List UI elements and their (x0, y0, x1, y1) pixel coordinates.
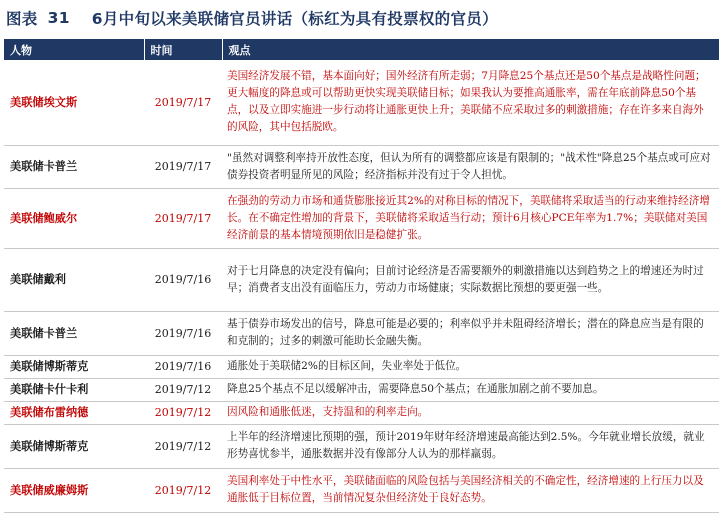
view-cell: 上半年的经济增速比预期的强，预计2019年财年经济增速最高能达到2.5%。今年就业增长放缓，就业形势喜忧参半，通胀数据并没有像部分人认为的那样羸弱。 (222, 424, 719, 468)
time-cell: 2019/7/17 (144, 188, 222, 248)
speeches-table (4, 39, 719, 513)
figure-number: 31 (47, 9, 70, 27)
view-cell: "虽然对调整利率持开放性态度，但认为所有的调整都应该是有限制的；"战术性"降息25个基点或可应对债券投资者明显所见的风险；经济指标并没有过于令人担忧。 (222, 145, 719, 188)
table-row (4, 355, 719, 378)
table-row (4, 188, 719, 248)
table-row (4, 248, 719, 311)
view-cell: 美国经济发展不错，基本面向好；国外经济有所走弱；7月降息25个基点还是50个基点是战略性问题；更大幅度的降息或可以帮助更快实现美联储目标；如果我认为要推高通胀率，需在年底前降息50个基点，以及立即实施进一步行动将让通胀更快上升；美联储不应采取过多的刺激措施；存在许多来自海外的风险，其中包括脱欧。 (222, 60, 719, 145)
view-cell: 在强劲的劳动力市场和通货膨胀接近其2%的对称目标的情况下，美联储将采取适当的行动来维持经济增长。在不确定性增加的背景下，美联储将采取适当行动；预计6月核心PCE年率为1.7%；美联储对美国经济前景的基本情境预期依旧是稳健扩张。 (222, 188, 719, 248)
view-cell: 因风险和通胀低迷，支持温和的利率走向。 (222, 401, 719, 424)
view-cell: 基于债券市场发出的信号，降息可能是必要的；利率似乎并未阻碍经济增长；潜在的降息应当是有限的和克制的；过多的刺激可能助长金融失衡。 (222, 311, 719, 355)
time-cell: 2019/7/16 (144, 355, 222, 378)
view-cell: 通胀处于美联储2%的目标区间，失业率处于低位。 (222, 355, 719, 378)
table-row (4, 311, 719, 355)
view-cell: 对于七月降息的决定没有偏向；目前讨论经济是否需要额外的刺激措施以达到趋势之上的增速还为时过早；消费者支出没有面临压力，劳动力市场健康；实际数据比预想的要更强一些。 (222, 248, 719, 311)
table-row (4, 468, 719, 512)
table-header-row (4, 39, 719, 60)
person-cell: 美联储戴利 (4, 248, 144, 311)
figure-label: 图表 (6, 10, 38, 28)
time-cell: 2019/7/16 (144, 311, 222, 355)
time-cell: 2019/7/12 (144, 468, 222, 512)
header-time: 时间 (144, 39, 222, 60)
person-cell: 美联储卡普兰 (4, 311, 144, 355)
figure-title (6, 4, 498, 32)
table-row (4, 145, 719, 188)
person-cell: 美联储卡什卡利 (4, 378, 144, 401)
person-cell: 美联储博斯蒂克 (4, 424, 144, 468)
table-row (4, 424, 719, 468)
person-cell: 美联储卡普兰 (4, 145, 144, 188)
table-row (4, 378, 719, 401)
figure-title-text: 6月中旬以来美联储官员讲话（标红为具有投票权的官员） (91, 10, 498, 28)
table-row (4, 401, 719, 424)
time-cell: 2019/7/12 (144, 424, 222, 468)
time-cell: 2019/7/16 (144, 248, 222, 311)
time-cell: 2019/7/12 (144, 378, 222, 401)
time-cell: 2019/7/12 (144, 401, 222, 424)
header-person: 人物 (4, 39, 144, 60)
person-cell: 美联储博斯蒂克 (4, 355, 144, 378)
header-view: 观点 (222, 39, 719, 60)
person-cell: 美联储埃文斯 (4, 60, 144, 145)
time-cell: 2019/7/17 (144, 145, 222, 188)
person-cell: 美联储布雷纳德 (4, 401, 144, 424)
view-cell: 降息25个基点不足以缓解冲击，需要降息50个基点；在通胀加剧之前不要加息。 (222, 378, 719, 401)
table-row (4, 60, 719, 145)
person-cell: 美联储鲍威尔 (4, 188, 144, 248)
view-cell: 美国利率处于中性水平，美联储面临的风险包括与美国经济相关的不确定性，经济增速的上行压力以及通胀低于目标位置，当前情况复杂但经济处于良好态势。 (222, 468, 719, 512)
person-cell: 美联储威廉姆斯 (4, 468, 144, 512)
time-cell: 2019/7/17 (144, 60, 222, 145)
